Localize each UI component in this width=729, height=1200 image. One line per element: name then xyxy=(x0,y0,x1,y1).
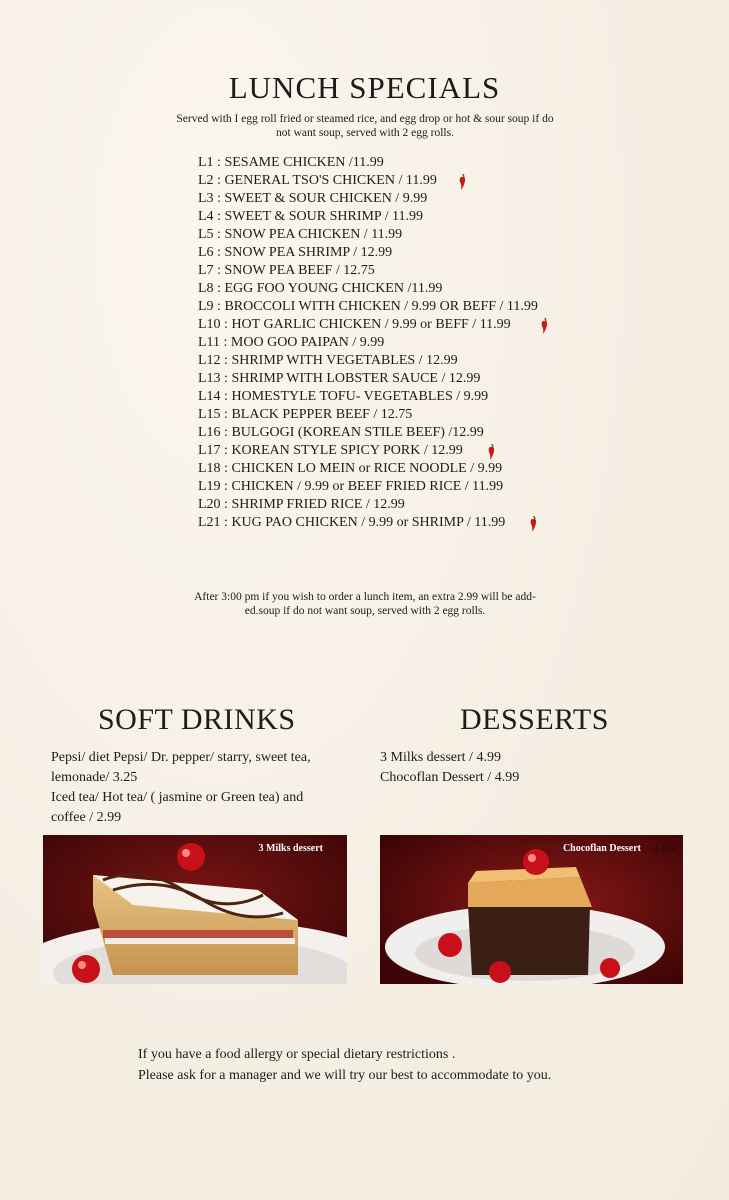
lunch-item-label: L16 : BULGOGI (KOREAN STILE BEEF) /12.99 xyxy=(198,425,484,440)
chili-pepper-icon xyxy=(485,444,499,460)
lunch-item-label: L4 : SWEET & SOUR SHRIMP / 11.99 xyxy=(198,209,424,224)
lunch-item-label: L8 : EGG FOO YOUNG CHICKEN /11.99 xyxy=(198,281,443,296)
lunch-item-label: L14 : HOMESTYLE TOFU- VEGETABLES / 9.99 xyxy=(198,389,489,404)
lunch-item-label: L5 : SNOW PEA CHICKEN / 11.99 xyxy=(198,227,403,242)
lunch-item xyxy=(198,190,598,208)
lunch-item xyxy=(198,334,598,352)
soft-drinks-list xyxy=(51,748,341,828)
lunch-item-label: L12 : SHRIMP WITH VEGETABLES / 12.99 xyxy=(198,353,458,368)
lunch-item xyxy=(198,388,598,406)
lunch-item xyxy=(198,406,598,424)
lunch-item xyxy=(198,280,598,298)
dessert-line: 3 Milks dessert / 4.99 xyxy=(380,750,501,765)
photo-price: 4.99 xyxy=(652,841,675,856)
lunch-item-label: L15 : BLACK PEPPER BEEF / 12.75 xyxy=(198,407,413,422)
lunch-item xyxy=(198,478,598,496)
lunch-item xyxy=(198,514,598,532)
lunch-item xyxy=(198,298,598,316)
lunch-item-label: L21 : KUG PAO CHICKEN / 9.99 or SHRIMP / 11.99 xyxy=(198,515,506,530)
lunch-item-label: L10 : HOT GARLIC CHICKEN / 9.99 or BEFF / 11.99 xyxy=(198,317,511,332)
lunch-item-label: L20 : SHRIMP FRIED RICE / 12.99 xyxy=(198,497,405,512)
allergy-line: If you have a food allergy or special dietary restrictions . xyxy=(138,1047,456,1062)
lunch-after-3pm-note: After 3:00 pm if you wish to order a lunch item, an extra 2.99 will be add-ed.soup if do not want soup, served with 2 egg rolls. xyxy=(194,591,536,617)
desserts-title: DESSERTS xyxy=(460,703,609,736)
chili-pepper-icon xyxy=(527,516,541,532)
lunch-item xyxy=(198,316,598,334)
lunch-item-label: L3 : SWEET & SOUR CHICKEN / 9.99 xyxy=(198,191,428,206)
lunch-item-label: L9 : BROCCOLI WITH CHICKEN / 9.99 OR BEFF / 11.99 xyxy=(198,299,538,314)
photo-caption: Chocoflan Dessert xyxy=(562,843,641,854)
lunch-item-label: L11 : MOO GOO PAIPAN / 9.99 xyxy=(198,335,385,350)
chili-pepper-icon xyxy=(538,318,552,334)
lunch-item-label: L2 : GENERAL TSO'S CHICKEN / 11.99 xyxy=(198,173,437,188)
lunch-item-label: L18 : CHICKEN LO MEIN or RICE NOODLE / 9.99 xyxy=(198,461,503,476)
lunch-item xyxy=(198,262,598,280)
desserts-list xyxy=(380,748,680,788)
chocoflan-dessert-photo xyxy=(380,835,683,984)
lunch-item xyxy=(198,352,598,370)
allergy-line: Please ask for a manager and we will try our best to accommodate to you. xyxy=(138,1068,552,1083)
lunch-items-list xyxy=(198,154,598,532)
lunch-item-label: L19 : CHICKEN / 9.99 or BEEF FRIED RICE / 11.99 xyxy=(198,479,504,494)
chili-pepper-icon xyxy=(456,174,470,190)
allergy-notice xyxy=(138,1044,618,1086)
photo-caption: 3 Milks dessert xyxy=(258,843,323,854)
three-milks-dessert-photo xyxy=(43,835,347,984)
lunch-item-label: L6 : SNOW PEA SHRIMP / 12.99 xyxy=(198,245,393,260)
dessert-line: Chocoflan Dessert / 4.99 xyxy=(380,770,520,785)
lunch-item xyxy=(198,208,598,226)
lunch-item xyxy=(198,154,598,172)
soft-drinks-title: SOFT DRINKS xyxy=(98,703,296,736)
lunch-specials-title: LUNCH SPECIALS xyxy=(228,70,501,105)
lunch-item xyxy=(198,370,598,388)
lunch-item-label: L13 : SHRIMP WITH LOBSTER SAUCE / 12.99 xyxy=(198,371,481,386)
lunch-item-label: L17 : KOREAN STYLE SPICY PORK / 12.99 xyxy=(198,443,463,458)
lunch-item-label: L1 : SESAME CHICKEN /11.99 xyxy=(198,155,384,170)
lunch-item xyxy=(198,460,598,478)
lunch-item xyxy=(198,442,598,460)
lunch-item xyxy=(198,424,598,442)
soft-drinks-line: Iced tea/ Hot tea/ ( jasmine or Green tea) and coffee / 2.99 xyxy=(51,790,304,825)
lunch-item xyxy=(198,172,598,190)
lunch-item xyxy=(198,496,598,514)
soft-drinks-line: Pepsi/ diet Pepsi/ Dr. pepper/ starry, sweet tea, lemonade/ 3.25 xyxy=(51,750,311,785)
lunch-subtitle: Served with I egg roll fried or steamed rice, and egg drop or hot & sour soup if do not want soup, served with 2 egg rolls. xyxy=(176,113,554,139)
lunch-item xyxy=(198,244,598,262)
lunch-item xyxy=(198,226,598,244)
lunch-item-label: L7 : SNOW PEA BEEF / 12.75 xyxy=(198,263,375,278)
